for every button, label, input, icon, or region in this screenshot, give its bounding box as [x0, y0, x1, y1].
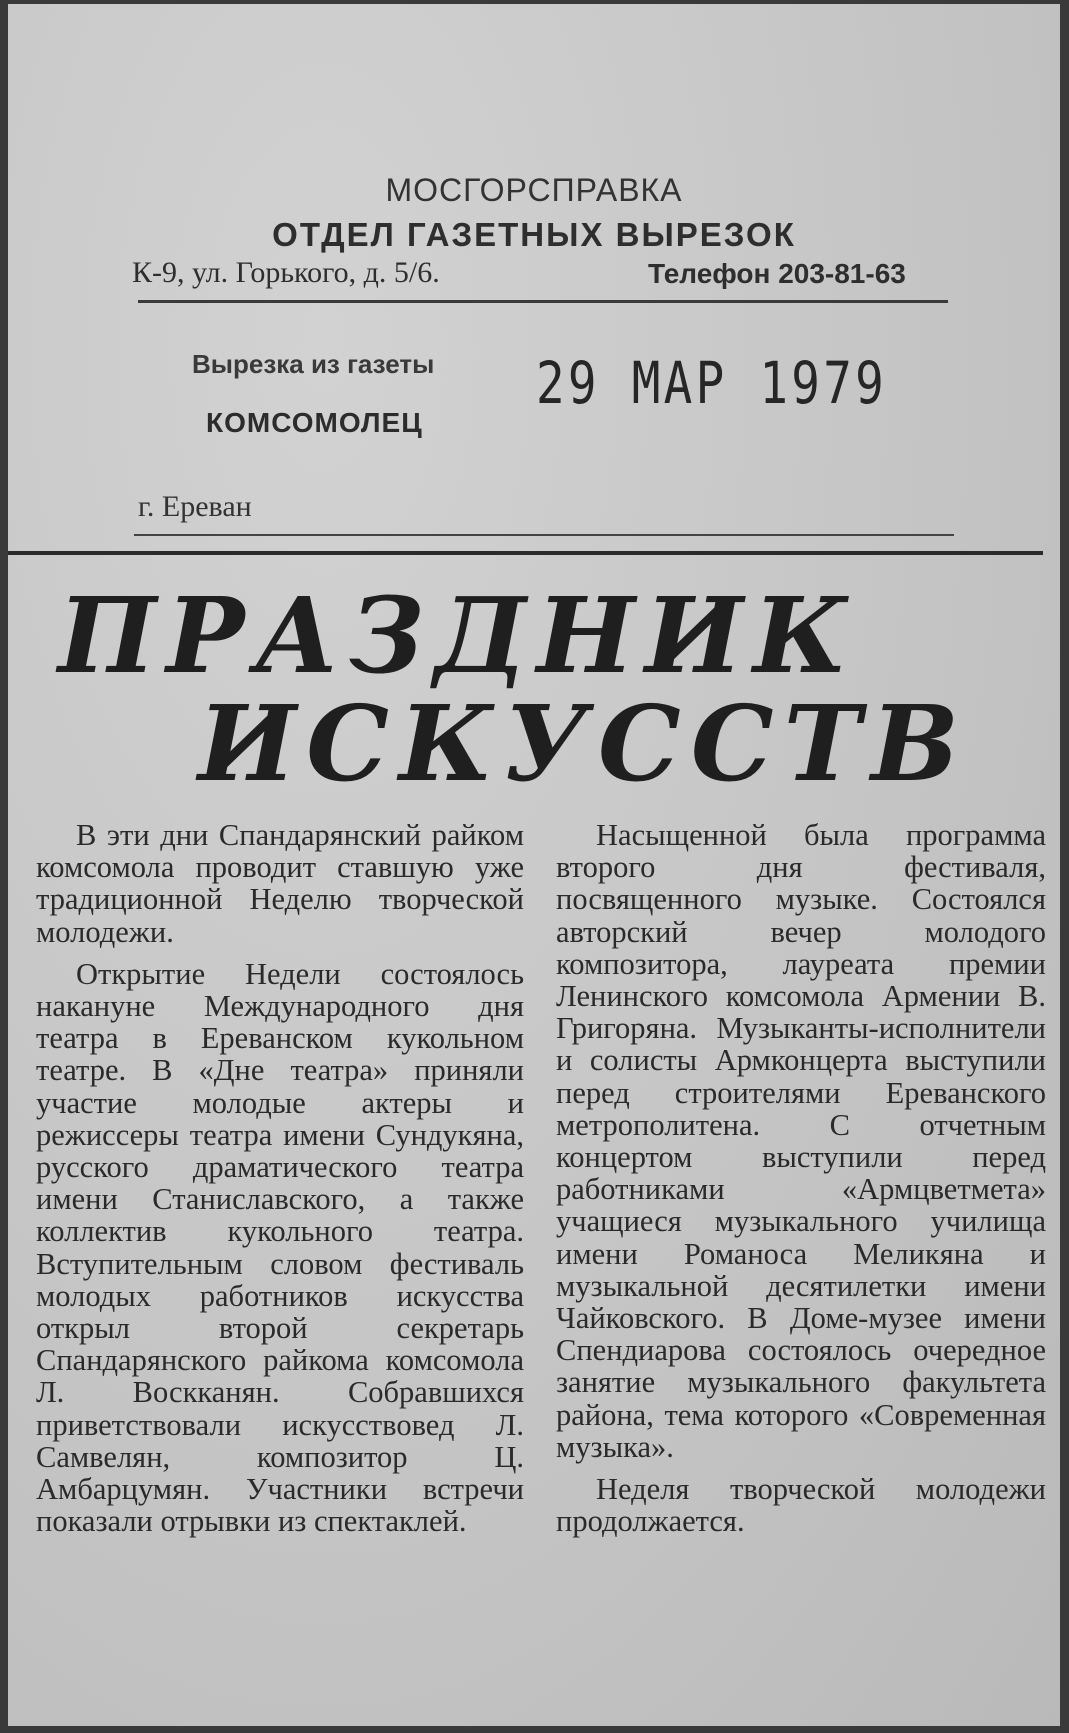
date-stamp: 29 МАР 1979	[536, 349, 888, 417]
address: К-9, ул. Горького, д. 5/6.	[132, 256, 440, 289]
newspaper-clipping	[8, 4, 1060, 1726]
newspaper-name: КОМСОМОЛЕЦ	[206, 407, 423, 438]
header-divider	[138, 300, 948, 303]
clipping-cut-line	[8, 551, 1043, 555]
headline-line-1: ПРАЗДНИК	[58, 574, 858, 697]
city: г. Ереван	[138, 490, 252, 523]
paragraph: В эти дни Спандарянский райком комсомола проводит ставшую уже традиционной Неделю творческой молодежи.	[36, 818, 524, 949]
headline-line-2: ИСКУССТВ	[198, 682, 969, 805]
paragraph: Открытие Недели состоялось накануне Международного дня театра в Ереванском кукольном театре. В «Дне театра» приняли участие молодые актеры и режиссеры театра имени Сундукяна, русского драматического театра имени Станиславского, а также коллектив кукольного театра. Вступительным словом фестиваль молодых работников искусства открыл второй секретарь Спандарянского райкома комсомола Л. Воскканян. Собравшихся приветствовали искусствовед Л. Самвелян, композитор Ц. Амбарцумян. Участники встречи показали отрывки из спектаклей.	[36, 956, 524, 1539]
phone-number: Телефон 203-81-63	[648, 258, 906, 289]
paragraph: Насыщенной была программа второго дня фестиваля, посвященного музыке. Состоялся авторский вечер молодого композитора, лауреата премии Ленинского комсомола Армении В. Григоряна. Музыканты-исполнители и солисты Армконцерта выступили перед строителями Ереванского метрополитена. С отчетным концертом выступили перед работниками «Армцветмета» учащиеся музыкального училища имени Романоса Меликяна и музыкальной десятилетки имени Чайковского. В Доме-музее имени Спендиарова состоялось очередное занятие музыкального факультета района, тема которого «Современная музыка».	[556, 818, 1046, 1464]
clip-label: Вырезка из газеты	[192, 349, 435, 379]
paragraph: Неделя творческой молодежи продолжается.	[556, 1472, 1046, 1539]
clipping-header	[8, 4, 1060, 554]
department-name: ОТДЕЛ ГАЗЕТНЫХ ВЫРЕЗОК	[272, 216, 796, 253]
organization-name: МОСГОРСПРАВКА	[385, 172, 683, 208]
article-column-left	[36, 819, 524, 1547]
city-divider	[134, 534, 954, 536]
article-column-right	[556, 819, 1046, 1547]
